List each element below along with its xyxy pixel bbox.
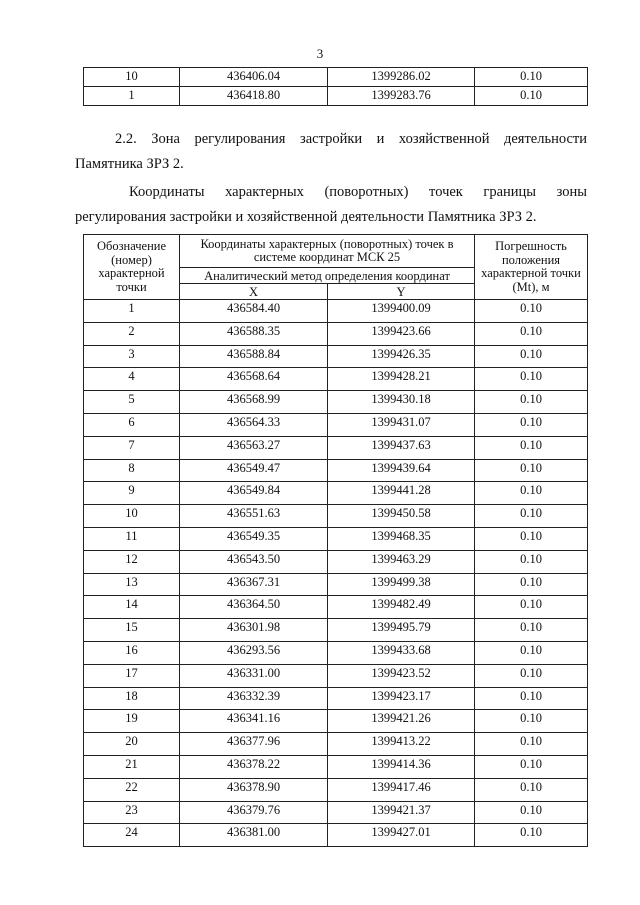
error-cell: 0.10 — [475, 824, 588, 847]
point-number-cell: 7 — [84, 436, 180, 459]
table-row — [84, 824, 588, 847]
table-row — [84, 733, 588, 756]
x-coordinate-cell: 436378.90 — [180, 778, 328, 801]
y-coordinate-cell: 1399417.46 — [328, 778, 475, 801]
y-coordinate-cell: 1399431.07 — [328, 413, 475, 436]
section-intro-line2: регулирования застройки и хозяйственной деятельности Памятника ЗРЗ 2. — [75, 209, 537, 225]
point-number-cell: 8 — [84, 459, 180, 482]
x-coordinate-cell: 436301.98 — [180, 619, 328, 642]
point-number-cell: 3 — [84, 345, 180, 368]
x-coordinate-cell: 436377.96 — [180, 733, 328, 756]
x-coordinate-cell: 436418.80 — [180, 87, 328, 106]
y-coordinate-cell: 1399413.22 — [328, 733, 475, 756]
error-cell: 0.10 — [475, 391, 588, 414]
point-number-cell: 10 — [84, 68, 180, 87]
section-intro-line1: Координаты характерных (поворотных) точек границы зоны — [129, 184, 587, 200]
point-number-cell: 21 — [84, 755, 180, 778]
header-point-number: Обозначение (номер) характерной точки — [84, 235, 180, 300]
error-cell: 0.10 — [475, 641, 588, 664]
header-method: Аналитический метод определения координат — [180, 268, 475, 284]
continuation-table — [83, 67, 588, 106]
x-coordinate-cell: 436549.47 — [180, 459, 328, 482]
error-cell: 0.10 — [475, 710, 588, 733]
point-number-cell: 12 — [84, 550, 180, 573]
section-heading-line2: Памятника ЗРЗ 2. — [75, 156, 184, 172]
coordinates-table — [83, 234, 588, 847]
y-coordinate-cell: 1399482.49 — [328, 596, 475, 619]
point-number-cell: 11 — [84, 527, 180, 550]
point-number-cell: 2 — [84, 322, 180, 345]
y-coordinate-cell: 1399426.35 — [328, 345, 475, 368]
table-row — [84, 573, 588, 596]
table-row — [84, 664, 588, 687]
point-number-cell: 16 — [84, 641, 180, 664]
point-number-cell: 6 — [84, 413, 180, 436]
y-coordinate-cell: 1399433.68 — [328, 641, 475, 664]
y-coordinate-cell: 1399468.35 — [328, 527, 475, 550]
error-cell: 0.10 — [475, 482, 588, 505]
x-coordinate-cell: 436379.76 — [180, 801, 328, 824]
y-coordinate-cell: 1399423.66 — [328, 322, 475, 345]
error-cell: 0.10 — [475, 459, 588, 482]
page-number: 3 — [316, 46, 324, 61]
y-coordinate-cell: 1399437.63 — [328, 436, 475, 459]
point-number-cell: 15 — [84, 619, 180, 642]
point-number-cell: 4 — [84, 368, 180, 391]
point-number-cell: 10 — [84, 505, 180, 528]
table-row — [84, 345, 588, 368]
table-row — [84, 641, 588, 664]
error-cell: 0.10 — [475, 687, 588, 710]
y-coordinate-cell: 1399428.21 — [328, 368, 475, 391]
error-cell: 0.10 — [475, 801, 588, 824]
table-row — [84, 550, 588, 573]
continuation-table-body — [84, 68, 588, 106]
x-coordinate-cell: 436364.50 — [180, 596, 328, 619]
table-row — [84, 596, 588, 619]
error-cell: 0.10 — [475, 596, 588, 619]
y-coordinate-cell: 1399450.58 — [328, 505, 475, 528]
y-coordinate-cell: 1399463.29 — [328, 550, 475, 573]
y-coordinate-cell: 1399414.36 — [328, 755, 475, 778]
point-number-cell: 5 — [84, 391, 180, 414]
point-number-cell: 9 — [84, 482, 180, 505]
x-coordinate-cell: 436584.40 — [180, 300, 328, 323]
table-row — [84, 482, 588, 505]
table-row — [84, 436, 588, 459]
error-cell: 0.10 — [475, 527, 588, 550]
coordinates-table-body — [84, 300, 588, 847]
table-row — [84, 413, 588, 436]
x-coordinate-cell: 436406.04 — [180, 68, 328, 87]
x-coordinate-cell: 436332.39 — [180, 687, 328, 710]
section-heading — [75, 127, 587, 177]
error-cell: 0.10 — [475, 550, 588, 573]
header-coordinates: Координаты характерных (поворотных) точек в системе координат МСК 25 — [180, 235, 475, 268]
point-number-cell: 18 — [84, 687, 180, 710]
error-cell: 0.10 — [475, 755, 588, 778]
table-row — [84, 322, 588, 345]
x-coordinate-cell: 436563.27 — [180, 436, 328, 459]
point-number-cell: 19 — [84, 710, 180, 733]
table-row — [84, 619, 588, 642]
error-cell: 0.10 — [475, 68, 588, 87]
table-row — [84, 87, 588, 106]
x-coordinate-cell: 436551.63 — [180, 505, 328, 528]
y-coordinate-cell: 1399286.02 — [328, 68, 475, 87]
x-coordinate-cell: 436568.64 — [180, 368, 328, 391]
point-number-cell: 1 — [84, 87, 180, 106]
error-cell: 0.10 — [475, 573, 588, 596]
error-cell: 0.10 — [475, 300, 588, 323]
section-heading-line1: 2.2. Зона регулирования застройки и хозяйственной деятельности — [115, 131, 587, 147]
table-row — [84, 300, 588, 323]
x-coordinate-cell: 436367.31 — [180, 573, 328, 596]
header-x: X — [180, 284, 328, 300]
point-number-cell: 14 — [84, 596, 180, 619]
y-coordinate-cell: 1399400.09 — [328, 300, 475, 323]
error-cell: 0.10 — [475, 733, 588, 756]
error-cell: 0.10 — [475, 368, 588, 391]
x-coordinate-cell: 436293.56 — [180, 641, 328, 664]
x-coordinate-cell: 436331.00 — [180, 664, 328, 687]
header-y: Y — [328, 284, 475, 300]
table-row — [84, 755, 588, 778]
point-number-cell: 13 — [84, 573, 180, 596]
error-cell: 0.10 — [475, 87, 588, 106]
table-row — [84, 710, 588, 733]
table-row — [84, 687, 588, 710]
y-coordinate-cell: 1399421.26 — [328, 710, 475, 733]
y-coordinate-cell: 1399430.18 — [328, 391, 475, 414]
error-cell: 0.10 — [475, 345, 588, 368]
point-number-cell: 23 — [84, 801, 180, 824]
error-cell: 0.10 — [475, 778, 588, 801]
y-coordinate-cell: 1399495.79 — [328, 619, 475, 642]
x-coordinate-cell: 436568.99 — [180, 391, 328, 414]
y-coordinate-cell: 1399427.01 — [328, 824, 475, 847]
x-coordinate-cell: 436564.33 — [180, 413, 328, 436]
y-coordinate-cell: 1399423.52 — [328, 664, 475, 687]
header-error: Погрешность положения характерной точки (Mt), м — [475, 235, 588, 300]
table-row — [84, 391, 588, 414]
y-coordinate-cell: 1399421.37 — [328, 801, 475, 824]
point-number-cell: 1 — [84, 300, 180, 323]
x-coordinate-cell: 436588.84 — [180, 345, 328, 368]
x-coordinate-cell: 436549.84 — [180, 482, 328, 505]
x-coordinate-cell: 436549.35 — [180, 527, 328, 550]
y-coordinate-cell: 1399439.64 — [328, 459, 475, 482]
error-cell: 0.10 — [475, 322, 588, 345]
error-cell: 0.10 — [475, 619, 588, 642]
point-number-cell: 20 — [84, 733, 180, 756]
point-number-cell: 24 — [84, 824, 180, 847]
point-number-cell: 17 — [84, 664, 180, 687]
y-coordinate-cell: 1399423.17 — [328, 687, 475, 710]
error-cell: 0.10 — [475, 436, 588, 459]
x-coordinate-cell: 436588.35 — [180, 322, 328, 345]
x-coordinate-cell: 436378.22 — [180, 755, 328, 778]
table-row — [84, 527, 588, 550]
table-row — [84, 68, 588, 87]
table-row — [84, 778, 588, 801]
y-coordinate-cell: 1399441.28 — [328, 482, 475, 505]
table-row — [84, 368, 588, 391]
table-row — [84, 801, 588, 824]
x-coordinate-cell: 436381.00 — [180, 824, 328, 847]
y-coordinate-cell: 1399283.76 — [328, 87, 475, 106]
table-row — [84, 459, 588, 482]
y-coordinate-cell: 1399499.38 — [328, 573, 475, 596]
error-cell: 0.10 — [475, 505, 588, 528]
point-number-cell: 22 — [84, 778, 180, 801]
error-cell: 0.10 — [475, 413, 588, 436]
table-row — [84, 505, 588, 528]
x-coordinate-cell: 436341.16 — [180, 710, 328, 733]
x-coordinate-cell: 436543.50 — [180, 550, 328, 573]
section-intro — [75, 180, 587, 230]
error-cell: 0.10 — [475, 664, 588, 687]
